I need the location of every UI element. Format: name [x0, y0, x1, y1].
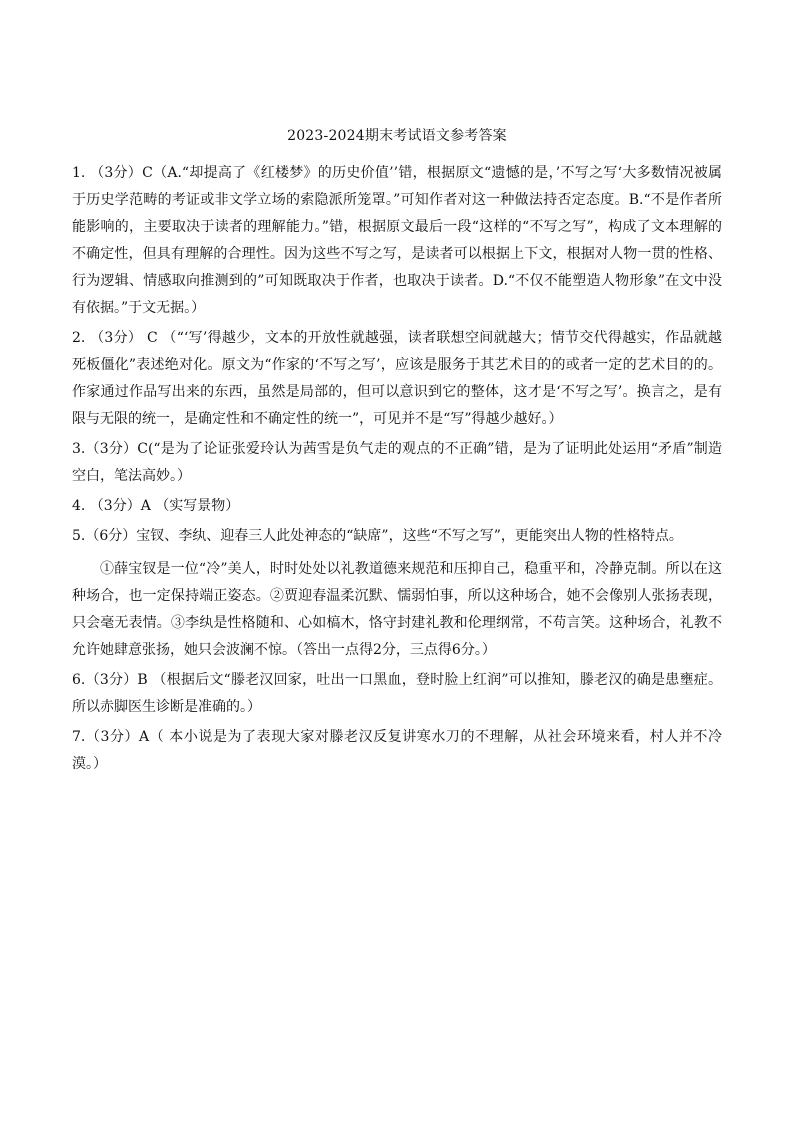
answer-5: 5.（6分）宝钗、李纨、迎春三人此处神态的“缺席”，这些“不写之写”，更能突出人物的性格特点。 — [72, 528, 683, 544]
answer-list — [72, 160, 722, 778]
answer-2: 2. （3分） C （“‘写’得越少，文本的开放性就越强，读者联想空间就越大；情节交代得越实，作品就越死板僵化”表述绝对化。原文为“作家的‘不写之写’，应该是服务于其艺术目的的或者一定的艺术目的的。作家通过作品写出来的东西，虽然是局部的，但可以意识到它的整体，这才是‘不写之写’。换言之，是有限与无限的统一，是确定性和不确定性的统一”，可见并不是“写”得越少越好。） — [72, 330, 722, 427]
answer-1: 1. （3分）C（A.“却提高了《红楼梦》的历史价值’’错，根据原文“遗憾的是，’不写之写‘大多数情况被属于历史学范畴的考证或非文学立场的索隐派所笼罩。”可知作者对这一种做法持否定态度。B.“不是作者所能影响的，主要取决于读者的理解能力。”错，根据原文最后一段“这样的“不写之写”，构成了文本理解的不确定性，但具有理解的合理性。因为这些不写之写，是读者可以根据上下文，根据对人物一贯的性格、行为逻辑、情感取向推测到的”可知既取决于作者，也取决于读者。D.“不仅不能塑造人物形象”在文中没有依据。”于文无据。） — [72, 165, 722, 316]
answer-7: 7.（3分）A（ 本小说是为了表现大家对滕老汉反复讲寒水刀的不理解，从社会环境来看，村人并不冷漠。） — [72, 729, 722, 772]
answer-4: 4. （3分）A （实写景物） — [72, 498, 240, 514]
page-title: 2023-2024期末考试语文参考答案 — [287, 128, 507, 144]
answer-5-detail: ①薛宝钗是一位“冷”美人，时时处处以礼教道德来规范和压抑自己，稳重平和，冷静克制。所以在这种场合，也一定保持端正姿态。②贾迎春温柔沉默、懦弱怕事，所以这种场合，她不会像别人张扬表现，只会毫无表情。③李纨是性格随和、心如槁木，恪守封建礼教和伦理纲常，不苟言笑。这种场合，礼教不允许她肆意张扬，她只会波澜不惊。（答出一点得2分，三点得6分。） — [72, 561, 722, 658]
answer-3: 3.（3分）C(“是为了论证张爱玲认为茜雪是负气走的观点的不正确”错，是为了证明此处运用“矛盾”制造空白，笔法高妙。） — [72, 441, 722, 484]
answer-6: 6.（3分）B （根据后文“滕老汉回家，吐出一口黑血，登时脸上红润”可以推知，滕老汉的确是患壅症。所以赤脚医生诊断是准确的。） — [72, 672, 722, 715]
